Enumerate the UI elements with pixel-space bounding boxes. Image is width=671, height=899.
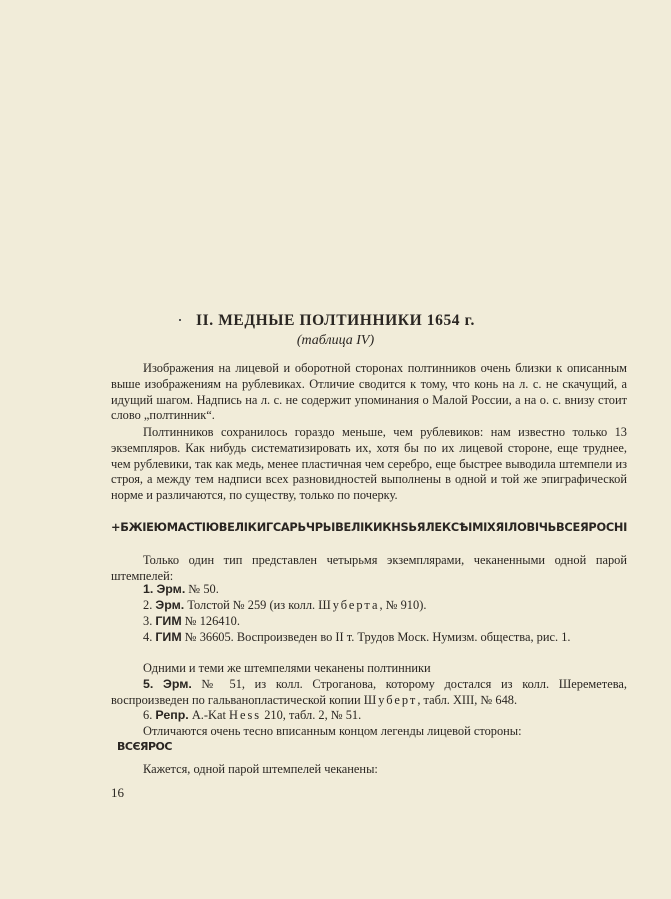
item-tail: , № 910).	[379, 598, 427, 612]
item-number: 3.	[143, 614, 153, 628]
item-spaced: Шуберта	[318, 598, 380, 612]
list-item	[111, 708, 627, 724]
section-title: II. МЕДНЫЕ ПОЛТИННИКИ 1654 г.	[195, 312, 475, 329]
item-text: № 126410.	[181, 614, 240, 628]
item-number: 1.	[143, 582, 154, 596]
coin-legend-inscription: +БЖІЕЮМАСТІЮВЕЛІКИГСАРЬЧРЬІВЕЛІКИКНЅЬЯЛЕКСѢІМІХЯІЛОВІЧЬВСЕЯРОСНІ	[111, 520, 628, 534]
item-tail: 210, табл. 2, № 51.	[261, 708, 362, 722]
paragraph-1: Изображения на лицевой и оборотной сторонах полтинников очень близки к описанным выше изображениям на рублевиках. Отличие сводится к тому, что конь на л. с. не скачущий, а идущий шагом. Надпись на л. с. не содержит упоминания о Малой России, а на о. с. внизу стоит слово „полтинник“.	[111, 361, 627, 423]
item-abbr: Репр.	[155, 708, 189, 722]
item-number: 2.	[143, 598, 153, 612]
paragraph-2: Полтинников сохранилось гораздо меньше, чем рублевиков: нам известно только 13 экземпляров. Как нибудь систематизировать их, хотя бы по их лицевой стороне, еще труднее, чем рублевики, так как медь, менее пластичная чем серебро, еще быстрее выводила штемпели из строя, а между тем надписи всех разновидностей выполнены в одной и той же эпиграфической норме и различаются, по существу, только по почерку.	[111, 425, 627, 503]
item-text: № 50.	[185, 582, 219, 596]
item-abbr: Эрм.	[163, 677, 192, 691]
item-number: 6.	[143, 708, 153, 722]
list-item	[111, 614, 627, 630]
item-number: 5.	[143, 677, 154, 691]
item-number: 4.	[143, 630, 153, 644]
distinguished-line: Отличаются очень тесно вписанным концом легенды лицевой стороны:	[143, 724, 522, 738]
item-text: A.-Kat	[188, 708, 230, 722]
item-text: № 51, из колл. Строганова, которому достался из колл. Шереметева, воспроизведен по гальванопластической копии	[111, 677, 627, 707]
last-line: Кажется, одной парой штемпелей чеканены:	[143, 762, 378, 776]
list-item	[111, 677, 627, 709]
intro-line: Только один тип представлен четырьмя экземплярами, чеканенными одной парой штемпелей:	[111, 553, 627, 583]
item-abbr: Эрм.	[156, 582, 186, 596]
item-spaced: Шуберт	[363, 692, 418, 707]
item-tail: , табл. XIII, № 648.	[417, 692, 518, 707]
item-abbr: ГИМ	[155, 630, 182, 644]
item-abbr: Эрм.	[155, 598, 185, 612]
legend-end-inscription: ВСЄЯРОС	[117, 740, 172, 753]
list-item	[111, 582, 627, 598]
page-number: 16	[111, 785, 124, 800]
item-text: Толстой № 259 (из колл.	[184, 598, 319, 612]
item-spaced: Hess	[229, 708, 262, 722]
list-item	[111, 598, 627, 614]
item-text: № 36605. Воспроизведен во II т. Трудов Моск. Нумизм. общества, рис. 1.	[181, 630, 571, 644]
section-subtitle: (таблица IV)	[296, 333, 375, 348]
same-dies-line: Одними и теми же штемпелями чеканены полтинники	[143, 661, 431, 675]
item-abbr: ГИМ	[155, 614, 182, 628]
list-item	[111, 630, 627, 646]
